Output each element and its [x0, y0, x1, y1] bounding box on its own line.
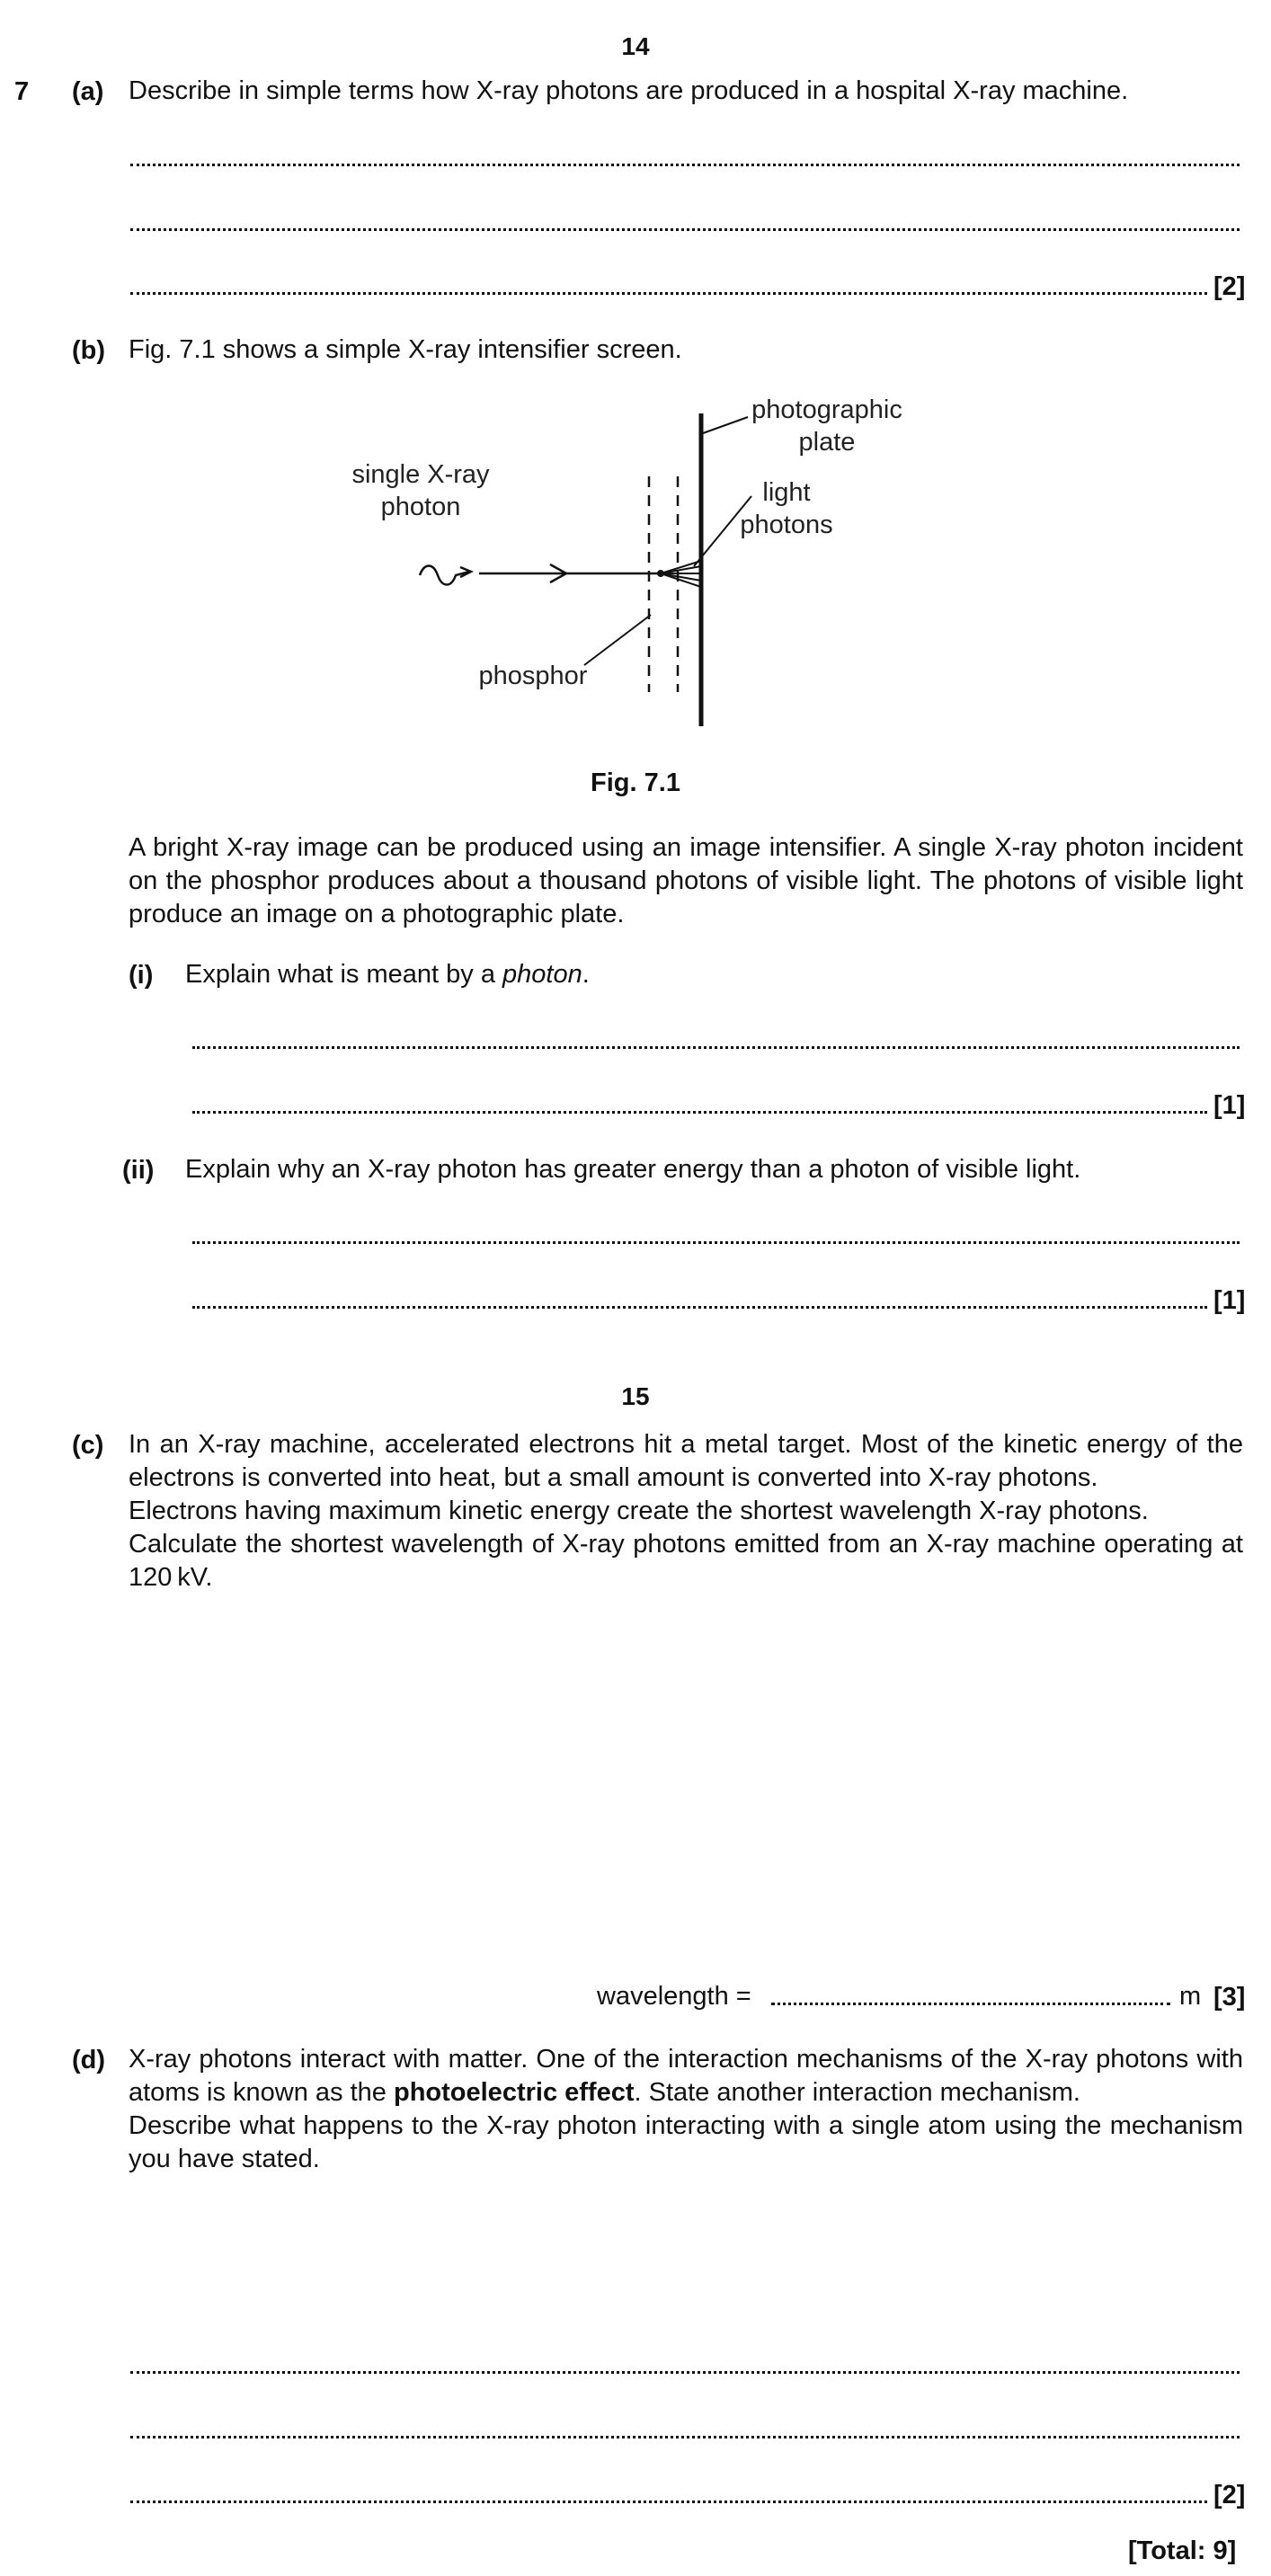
answer-line[interactable]	[130, 164, 1240, 166]
figure-caption: Fig. 7.1	[591, 768, 680, 797]
part-b-label: (b)	[72, 336, 106, 365]
page-number: 15	[621, 1382, 650, 1410]
label-photographic: photographic	[751, 395, 902, 424]
label-light: light	[762, 478, 811, 507]
part-c-text-2: Electrons having maximum kinetic energy create the shortest wavelength X-ray photons.	[129, 1497, 1149, 1525]
part-a-question: Describe in simple terms how X-ray photons are produced in a hospital X-ray machine.	[129, 76, 1129, 105]
part-b-ii-question: Explain why an X-ray photon has greater energy than a photon of visible light.	[185, 1155, 1081, 1184]
answer-line[interactable]	[130, 292, 1207, 295]
part-c-label: (c)	[72, 1431, 104, 1460]
figure-7-1	[0, 386, 1271, 737]
part-c-text-3: Calculate the shortest wavelength of X-ray photons emitted from an X-ray machine operating at 120 kV.	[129, 1530, 1243, 1592]
answer-line[interactable]	[130, 228, 1240, 231]
answer-line[interactable]	[192, 1111, 1207, 1114]
part-b-ii-label: (ii)	[122, 1156, 155, 1185]
marks-a: [2]	[1213, 272, 1246, 301]
question-number: 7	[14, 77, 30, 106]
label-phosphor: phosphor	[478, 662, 588, 690]
part-a-label: (a)	[72, 77, 104, 106]
wavelength-label: wavelength =	[597, 1982, 751, 2011]
label-single-xray: single X-ray	[351, 460, 490, 489]
part-b-i-question: Explain what is meant by a photon.	[185, 960, 590, 989]
part-b-i-label: (i)	[129, 961, 154, 990]
wavelength-answer-field[interactable]	[771, 2003, 1170, 2005]
part-c-text-1: In an X-ray machine, accelerated electrons hit a metal target. Most of the kinetic energy of the electrons is converted into heat, but a small amount is converted into X-ray photons.	[129, 1430, 1243, 1492]
total-marks: [Total: 9]	[1128, 2536, 1237, 2565]
part-d-text-1: X-ray photons interact with matter. One of the interaction mechanisms of the X-ray photons with atoms is known as the photoelectric effect. State another interaction mechanism.	[129, 2045, 1243, 2107]
answer-line[interactable]	[130, 2436, 1240, 2438]
part-b-paragraph: A bright X-ray image can be produced using an image intensifier. A single X-ray photon incident on the phosphor produces about a thousand photons of visible light. The photons of visible light produce an image on a photographic plate.	[129, 833, 1243, 928]
marks-b-ii: [1]	[1213, 1286, 1246, 1315]
page-number: 14	[621, 32, 650, 60]
label-photons: photons	[740, 511, 833, 539]
part-d-label: (d)	[72, 2046, 106, 2074]
marks-b-i: [1]	[1213, 1091, 1246, 1120]
answer-line[interactable]	[192, 1306, 1207, 1309]
label-plate: plate	[798, 428, 856, 457]
marks-d: [2]	[1213, 2481, 1246, 2509]
answer-line[interactable]	[130, 2500, 1207, 2503]
answer-line[interactable]	[130, 2371, 1240, 2374]
part-d-text-2: Describe what happens to the X-ray photon interacting with a single atom using the mechanism you have stated.	[129, 2111, 1243, 2173]
leader-phosphor	[584, 615, 651, 665]
wavelength-unit: m	[1179, 1982, 1202, 2011]
part-b-intro: Fig. 7.1 shows a simple X-ray intensifier screen.	[129, 335, 682, 364]
label-photon: photon	[380, 493, 461, 521]
answer-line[interactable]	[192, 1241, 1240, 1244]
intensifier-diagram	[0, 386, 1271, 737]
marks-c: [3]	[1213, 1983, 1246, 2012]
answer-line[interactable]	[192, 1046, 1240, 1049]
